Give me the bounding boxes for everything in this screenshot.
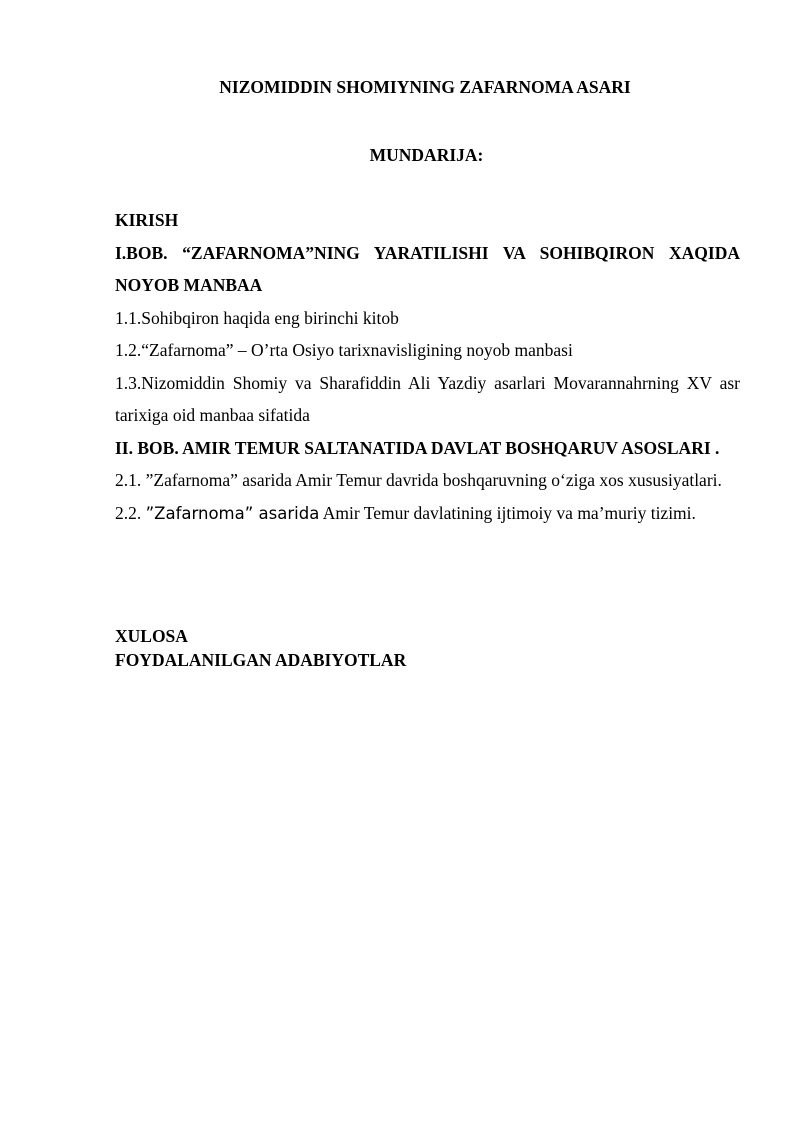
table-of-contents [115,204,740,530]
toc-entry-chapter-1: I.BOB. “ZAFARNOMA”NING YARATILISHI VA SOHIBQIRON XAQIDA NOYOB MANBAA [115,242,740,295]
toc-entry-section-2-1: 2.1. ”Zafarnoma” asarida Amir Temur davrida boshqaruvning o‘ziga xos xususiyatlari. [115,470,722,490]
toc-heading: MUNDARIJA: [369,145,484,165]
section-2-2-styled-text: ”Zafarnoma” asarida [145,503,320,523]
toc-entry-intro: KIRISH [115,210,179,230]
document-title: NIZOMIDDIN SHOMIYNING ZAFARNOMA ASARI [219,77,631,97]
toc-entry-section-1-3: 1.3.Nizomiddin Shomiy va Sharafiddin Ali Yazdiy asarlari Movarannahrning XV asr tarixiga oid manbaa sifatida [115,372,740,425]
toc-entry-section-1-1: 1.1.Sohibqiron haqida eng birinchi kitob [115,307,399,328]
section-2-2-rest-text: Amir Temur davlatining ijtimoiy va ma’muriy tizimi. [319,502,696,523]
toc-entry-section-2-2 [115,497,740,531]
toc-entry-chapter-2: II. BOB. AMIR TEMUR SALTANATIDA DAVLAT BOSHQARUV ASOSLARI . [115,437,720,458]
section-2-2-number: 2.2. [115,502,146,523]
toc-entry-references: FOYDALANILGAN ADABIYOTLAR [115,650,407,670]
toc-entry-section-1-2: 1.2.“Zafarnoma” – O’rta Osiyo tarixnavisligining noyob manbasi [115,340,573,360]
toc-entry-conclusion: XULOSA [115,626,188,646]
closing-entries [115,624,406,672]
